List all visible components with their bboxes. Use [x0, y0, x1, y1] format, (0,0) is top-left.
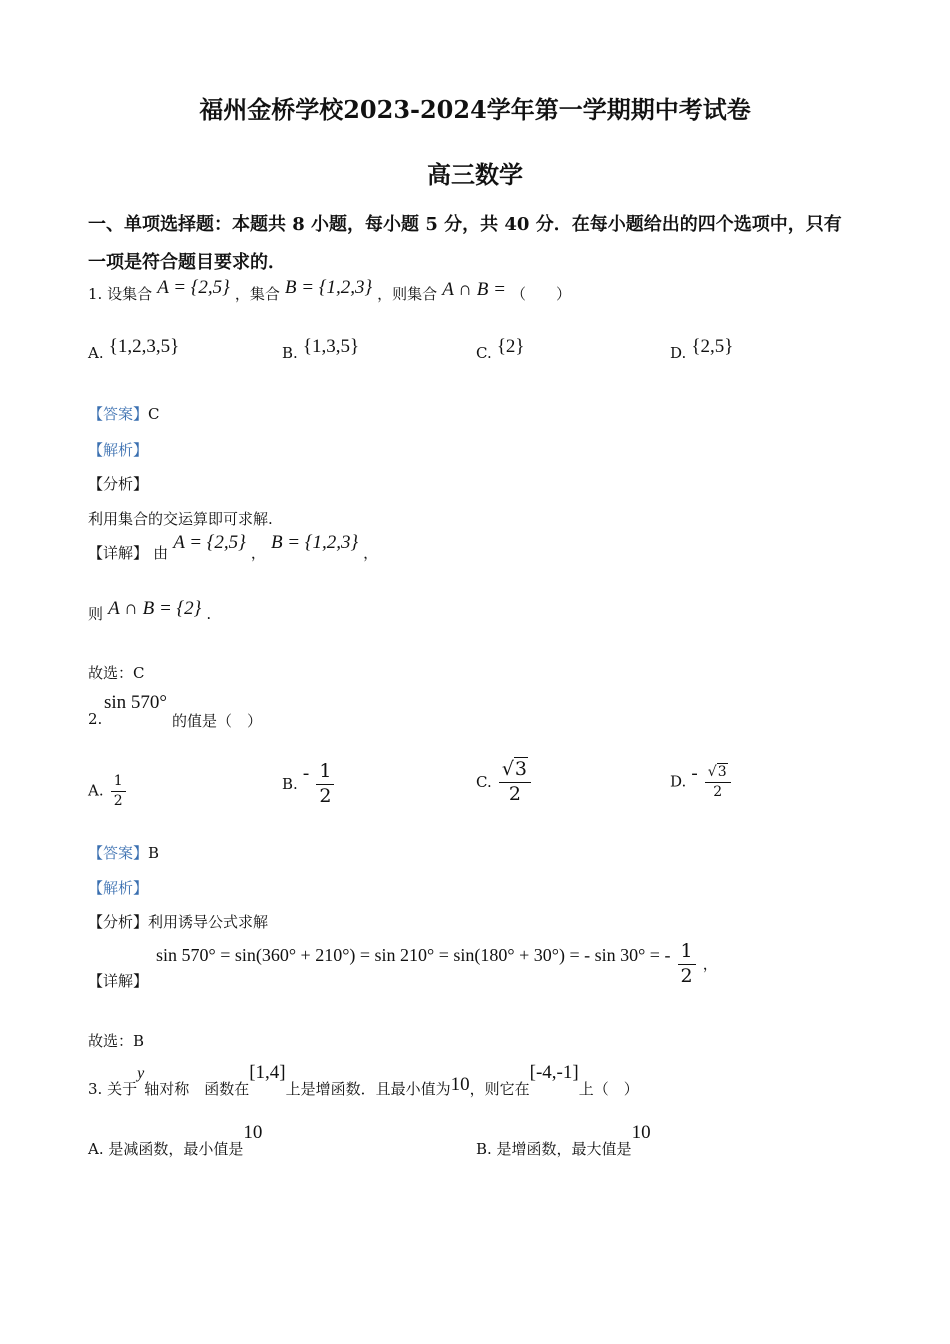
fraction-denominator: 2: [508, 782, 521, 805]
section-heading-line2: 一项是符合题目要求的．: [88, 252, 286, 273]
q2-detail-tag: 【详解】: [88, 972, 149, 990]
q2-option-d: [670, 762, 733, 800]
q1-option-d-value: {2,5}: [691, 336, 734, 357]
q3-text1: 轴对称 函数在: [144, 1080, 250, 1098]
q1-choose: 故选：C: [88, 664, 145, 682]
q1-option-d-label: D.: [670, 344, 687, 362]
sqrt-radicand: 3: [514, 758, 528, 780]
q2-option-c-label: C.: [476, 772, 492, 791]
answer-tag: 【答案】: [88, 405, 149, 423]
fraction-numerator: [705, 765, 731, 783]
q1-option-b-label: B.: [282, 344, 298, 362]
q1-detail-sep: ，: [250, 544, 266, 562]
q2-ask: 的值是（ ）: [172, 712, 263, 730]
q2-option-b-label: B.: [282, 774, 298, 793]
q2-fenxi-tag: 【分析】: [88, 913, 149, 931]
q1-detail-set-a: A = {2,5}: [173, 532, 246, 553]
q2-fenxi-text: 利用诱导公式求解: [148, 913, 269, 931]
q1-detail-set-b: B = {1,2,3}: [270, 532, 359, 553]
q1-detail-end: ，: [363, 544, 379, 562]
q1-option-c: [476, 336, 525, 364]
q2-answer: [88, 842, 159, 863]
q2-choose: 故选：B: [88, 1032, 145, 1050]
q3-min-value: 10: [450, 1074, 470, 1095]
q3-option-a-value: 10: [243, 1122, 263, 1143]
q2-detail: [156, 942, 718, 987]
q1-mid-text: ，集合: [234, 285, 280, 303]
fraction-denominator: 2: [680, 964, 693, 987]
q1-answer-value: C: [148, 405, 160, 423]
q3-var-y: y: [137, 1065, 145, 1082]
q3-text4: 上（ ）: [578, 1080, 639, 1098]
fraction-denominator: 2: [713, 783, 723, 800]
answer-tag: 【答案】: [88, 844, 149, 862]
question-1-stem: [88, 277, 572, 305]
q3-option-b: [476, 1122, 651, 1158]
fraction-numerator: 1: [678, 942, 696, 965]
q1-option-b-value: {1,3,5}: [302, 336, 360, 357]
q2-detail-expression: sin 570° = sin(360° + 210°) = sin 210° = sin(180° + 30°) = - sin 30° = -: [156, 944, 671, 965]
q1-ze: 则: [88, 605, 104, 623]
q1-option-d: [670, 336, 734, 364]
page-subtitle: 高三数学: [427, 160, 523, 189]
q2-expression: sin 570°: [104, 692, 168, 713]
q1-ask-text: ，则集合: [377, 285, 438, 303]
q2-option-b: [282, 762, 336, 807]
sqrt-radicand: 3: [717, 764, 727, 780]
sqrt-symbol: √3: [707, 764, 727, 780]
q1-option-c-label: C.: [476, 344, 492, 362]
q1-fenxi-text: 利用集合的交运算即可求解.: [88, 510, 273, 528]
q1-option-b: [282, 336, 360, 364]
q1-fenxi-tag: 【分析】: [88, 475, 149, 493]
section-heading-line1: 一、单项选择题：本题共 8 小题，每小题 5 分，共 40 分．在每小题给出的四个选项中，只有: [88, 214, 842, 235]
q3-option-b-label: B. 是增函数，最大值是: [476, 1140, 632, 1158]
q3-option-b-value: 10: [631, 1122, 651, 1143]
q3-number: 3. 关于: [88, 1080, 138, 1098]
q2-option-b-sign: -: [302, 762, 310, 784]
q2-detail-end: ，: [702, 954, 718, 973]
q1-option-c-value: {2}: [496, 336, 525, 357]
q1-set-a: A = {2,5}: [157, 277, 230, 298]
q1-analysis-tag: 【解析】: [88, 441, 149, 459]
q2-number: 2.: [88, 710, 103, 728]
fraction-denominator: 2: [113, 792, 123, 809]
q2-option-d-label: D.: [670, 772, 687, 791]
q2-fenxi: [88, 911, 268, 932]
q3-option-a-label: A. 是减函数，最小值是: [88, 1140, 244, 1158]
q1-number: 1. 设集合: [88, 285, 153, 303]
fraction-denominator: 2: [319, 784, 332, 807]
q3-option-a: [88, 1122, 263, 1158]
q3-text2: 上是增函数．且最小值为: [285, 1080, 451, 1098]
q1-expression: A ∩ B =: [442, 279, 506, 300]
q2-option-a-label: A.: [88, 781, 104, 800]
fraction-numerator: 1: [316, 762, 334, 785]
q3-text3: ，则它在: [469, 1080, 530, 1098]
q2-option-a: [88, 774, 128, 808]
q2-analysis-tag: 【解析】: [88, 879, 149, 897]
q3-interval2: [-4,-1]: [529, 1062, 579, 1083]
q1-answer: [88, 403, 160, 424]
q2-option-b-fraction: [316, 762, 334, 807]
question-3-stem: [88, 1062, 639, 1098]
fraction-numerator: [499, 760, 531, 783]
page-title: 福州金桥学校2023-2024学年第一学期期中考试卷: [199, 95, 751, 124]
q2-option-d-sign: -: [691, 762, 698, 784]
q2-option-c: [476, 760, 533, 805]
fraction-numerator: 1: [111, 774, 126, 792]
q1-result-line: [88, 598, 212, 625]
q1-option-a-value: {1,2,3,5}: [108, 336, 180, 357]
q1-paren: （ ）: [511, 285, 572, 303]
q2-option-d-fraction: [705, 765, 731, 799]
q2-option-c-fraction: [499, 760, 531, 805]
q2-option-a-fraction: [111, 774, 126, 808]
q1-result: A ∩ B = {2}: [108, 598, 202, 619]
q1-detail-you: 由: [153, 544, 169, 562]
q1-detail-tag: 【详解】: [88, 544, 149, 562]
q1-option-a-label: A.: [88, 344, 104, 362]
q3-interval1: [1,4]: [249, 1062, 286, 1083]
sqrt-symbol: √3: [501, 758, 528, 780]
q1-detail: [88, 532, 379, 564]
q2-detail-fraction: [678, 942, 696, 987]
q2-answer-value: B: [148, 844, 160, 862]
q1-set-b: B = {1,2,3}: [284, 277, 373, 298]
q1-result-dot: .: [206, 605, 212, 623]
q1-option-a: [88, 336, 180, 364]
